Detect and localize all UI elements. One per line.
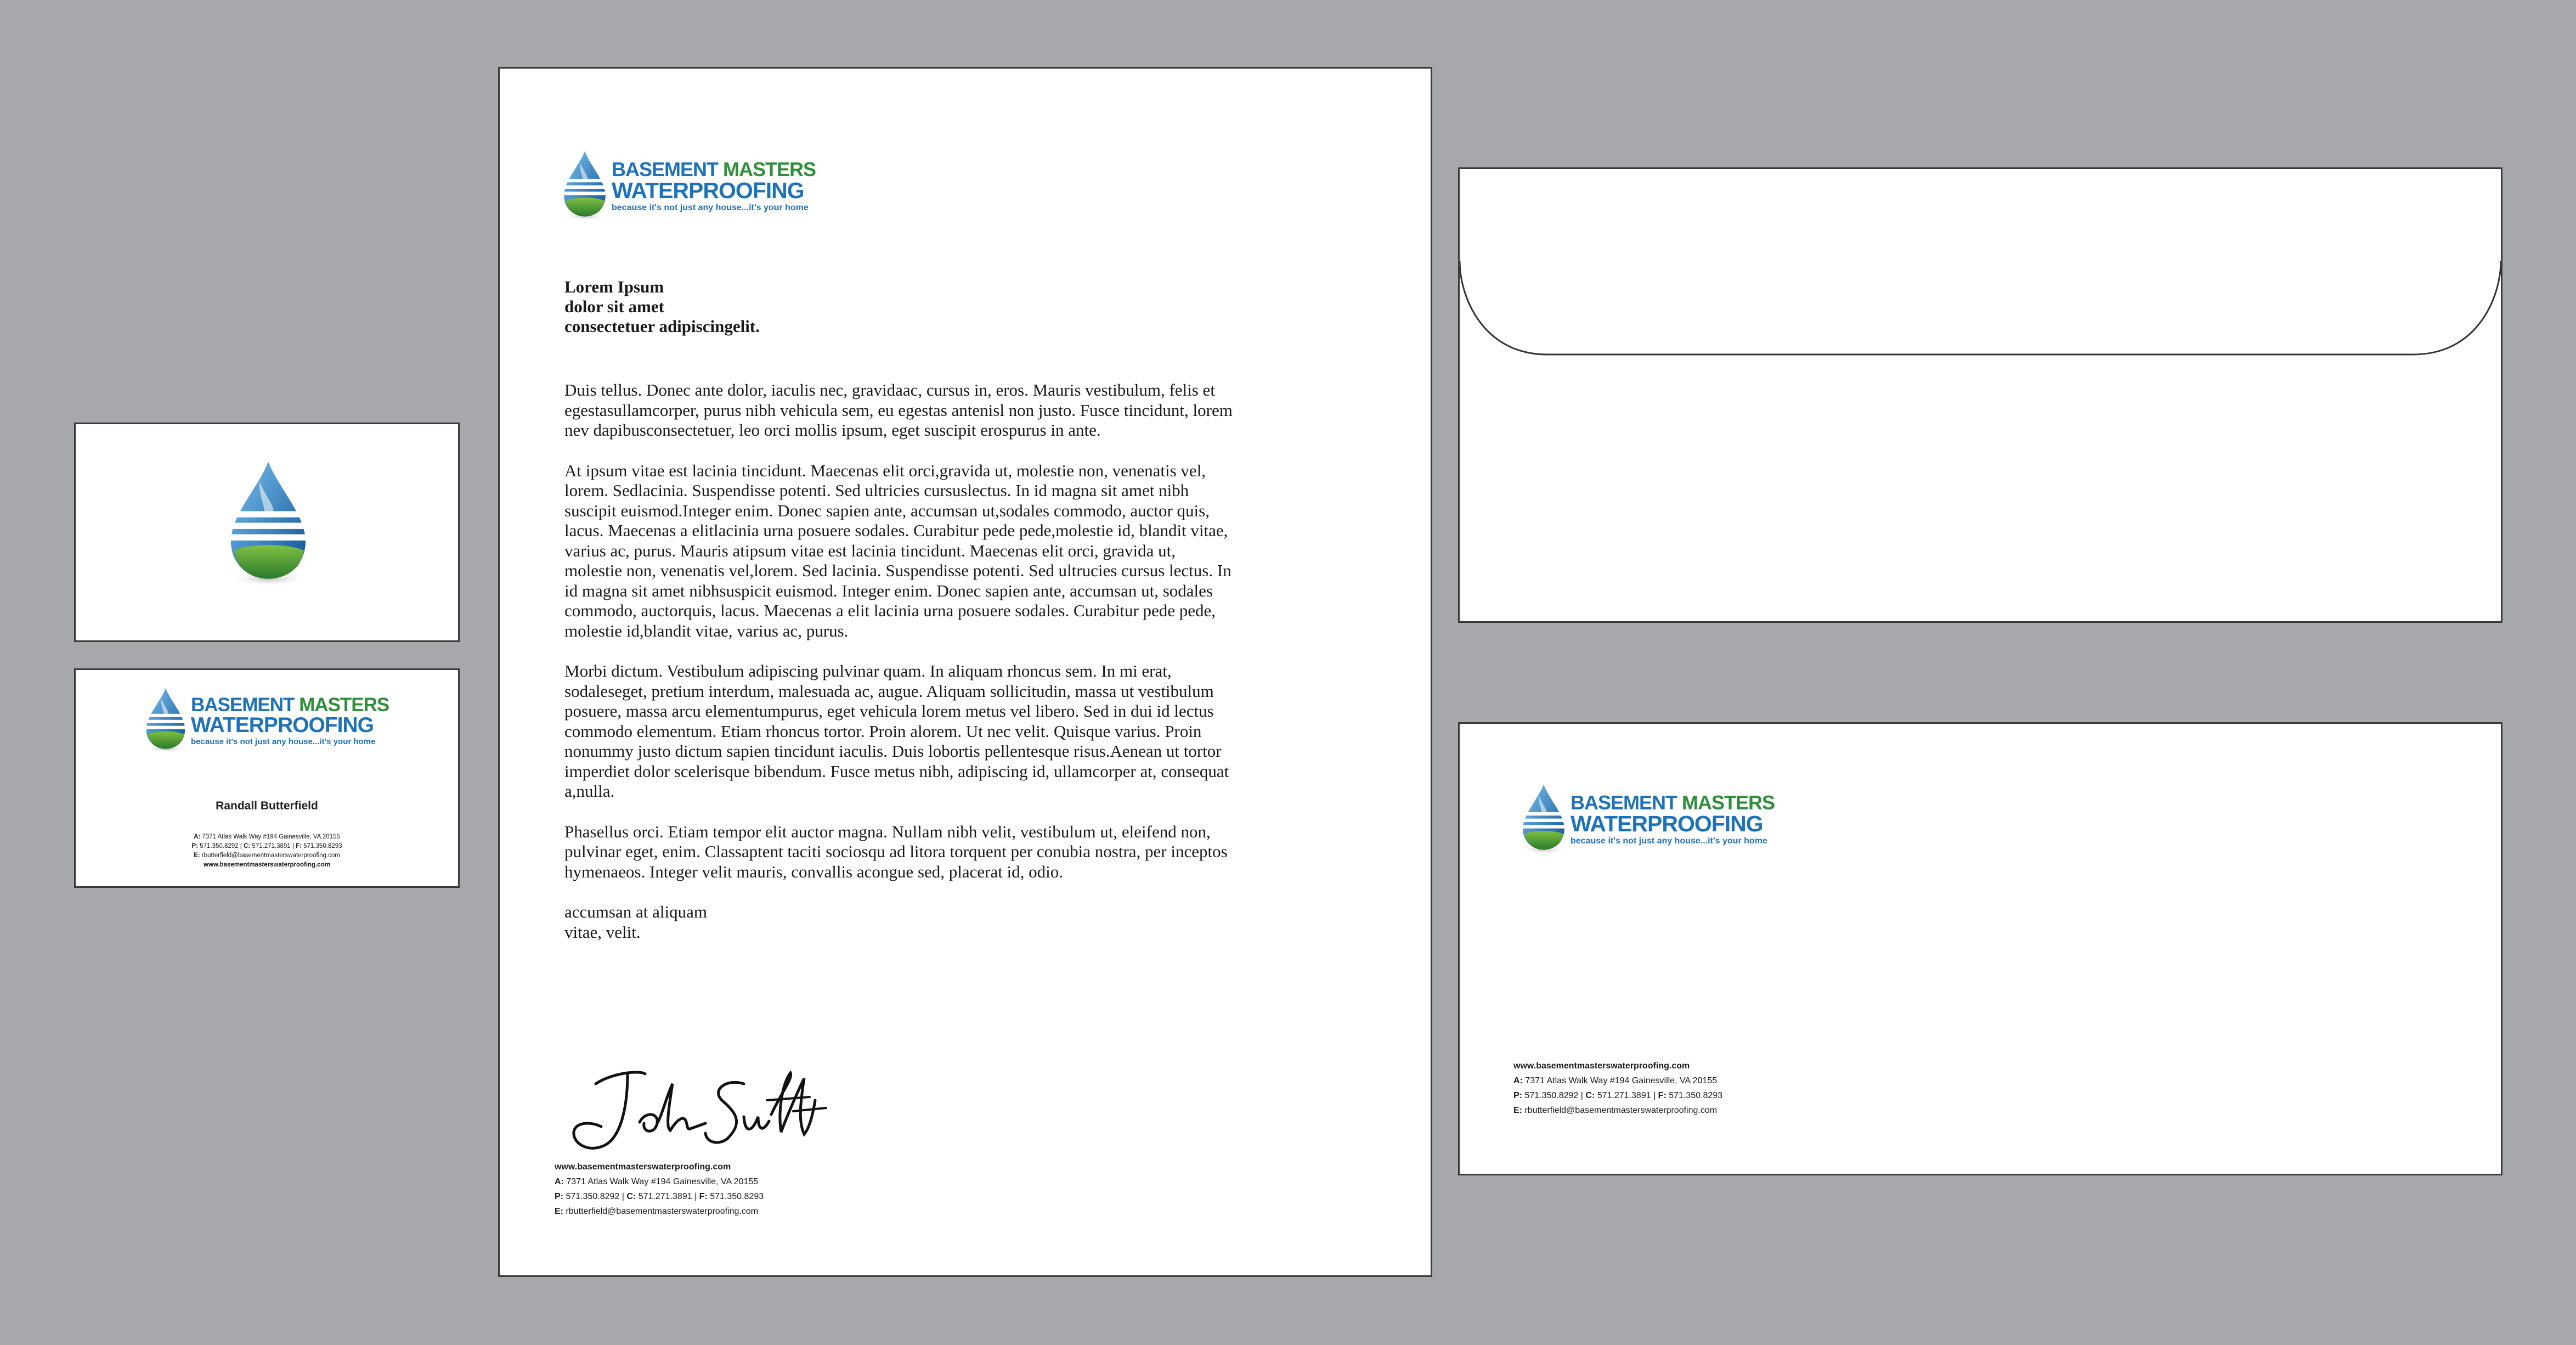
water-drop-logo-icon [560,148,609,224]
logo-word-basement: BASEMENT [1571,791,1677,814]
water-drop-logo-icon [1519,781,1568,857]
envelope-contact: www.basementmasterswaterproofing.com A: 7371 Atlas Walk Way #194 Gainesville, VA 20155 P: 571.350.8292 | C: 571.271.3891 | F: 571.350.8293 E: rbutterfield@basementmasterswaterproofing.com [1513,1059,1722,1118]
logo-word-masters: MASTERS [723,158,816,181]
website-text: www.basementmasterswaterproofing.com [1513,1061,1690,1071]
business-card-front [74,423,460,642]
letterhead-page [498,67,1432,1277]
fax-text: 571.350.8293 [710,1192,764,1201]
letter-paragraph: Morbi dictum. Vestibulum adipiscing pulvinar quam. In aliquam rhoncus sem. In mi erat, sodaleseget, pretium interdum, malesuada ac, augue. Aliquam sollicitudin, massa ut vestibulum posuere, massa arcu elementumpurus, eget vehicula lorem metus vel libero. Sed in dui id lectus commodo elementum. Etiam rhoncus tortor. Proin alorem. Ut nec velit. Quisque varius. Proin nonummy justo dictum sapien tincidunt iaculis. Duis lobortis pellentesque risus.Aenean ut tortor imperdiet dolor scelerisque bibendum. Fusce metus nibh, adipiscing id, ullamcorper at, consequat a,nulla. [564,661,1229,801]
logo-word-waterproofing: WATERPROOFING [191,713,374,737]
business-card-back [74,668,460,888]
fax-text: 571.350.8293 [303,843,342,849]
company-logo [560,148,816,224]
logo-word-basement: BASEMENT [612,158,719,181]
letter-footer-contact: www.basementmasterswaterproofing.com A: 7371 Atlas Walk Way #194 Gainesville, VA 20155 P: 571.350.8292 | C: 571.271.3891 | F: 571.350.8293 E: rbutterfield@basementmasterswaterproofing.com [555,1160,764,1219]
logo-word-masters: MASTERS [1682,791,1775,814]
closing-line: vitae, velit. [564,922,641,942]
company-logo [1519,781,1775,857]
letter-body [564,277,1234,942]
logo-word-masters: MASTERS [299,694,389,716]
letter-paragraph: Duis tellus. Donec ante dolor, iaculis nec, gravidaac, cursus in, eros. Mauris vestibulum, felis et egestasullamcorper, purus nibh vehicula sem, eu egestas antenisl non justo. Fusce tincidunt, lorem nev dapibusconsectetuer, leo orci mollis ipsum, eget suscipit erospurus in ante. [564,380,1233,440]
logo-tagline: because it's not just any house...it's your home [191,737,376,746]
card-holder-name: Randall Butterfield [216,800,318,812]
logo-word-waterproofing: WATERPROOFING [612,178,804,203]
heading-line: consectetuer adipiscingelit. [564,317,760,336]
logo-tagline: because it's not just any house...it's your home [612,203,809,212]
address-text: 7371 Atlas Walk Way #194 Gainesville, VA 20155 [1525,1076,1718,1085]
envelope-flap-outline [1460,169,2501,621]
logo-tagline: because it's not just any house...it's your home [1571,836,1767,846]
fax-text: 571.350.8293 [1669,1091,1723,1100]
address-text: 7371 Atlas Walk Way #194 Gainesville, VA 20155 [202,834,340,840]
water-drop-logo-icon [143,685,189,756]
cell-text: 571.271.3891 [1597,1091,1651,1100]
website-text: www.basementmasterswaterproofing.com [555,1162,731,1172]
address-text: 7371 Atlas Walk Way #194 Gainesville, VA 20155 [566,1177,759,1186]
letter-paragraph: Phasellus orci. Etiam tempor elit auctor magna. Nullam nibh velit, vestibulum ut, eleifend non, pulvinar eget, enim. Classaptent taciti sociosqu ad litora torquent per conubia nostra, per inceptos hymenaeos. Integer velit mauris, convallis acongue sed, placerat id, odio. [564,821,1228,881]
phone-text: 571.350.8292 [200,843,239,849]
email-text: rbutterfield@basementmasterswaterproofing.com [1524,1106,1718,1115]
website-text: www.basementmasterswaterproofing.com [204,862,330,868]
email-text: rbutterfield@basementmasterswaterproofing.com [566,1207,759,1216]
letter-heading [564,277,1234,336]
letter-paragraph: At ipsum vitae est lacinia tincidunt. Maecenas elit orci,gravida ut, molestie non, venenatis vel, lorem. Sedlacinia. Suspendisse potenti. Sed ultricies cursuslectus. In id magna sit amet nibh suscipit euismod.Integer enim. Donec sapien ante, accumsan ut,sodales commodo, auctor quis, lacus. Maecenas a elitlacinia urna posuere sodales. Curabitur pede pede,molestie id, blandit vitae, varius ac, purus. Mauris atipsum vitae est lacinia tincidunt. Maecenas elit orci, gravida ut, molestie non, venenatis vel,lorem. Sed lacinia. Suspendisse potenti. Sed ultrucies cursus lectus. In id magna sit amet nibhsuspicit euismod. Integer enim. Donec sapien ante, accumsan ut, sodales commodo, auctorquis, lacus. Maecenas a elit lacinia urna posuere sodales. Curabitur pede pede, molestie id,blandit vitae, varius ac, purus. [564,460,1231,640]
email-text: rbutterfield@basementmasterswaterproofing.com [201,852,340,859]
phone-text: 571.350.8292 [1524,1091,1579,1100]
company-logo [143,685,389,756]
envelope-front [1458,722,2502,1175]
cell-text: 571.271.3891 [252,843,291,849]
letter-closing [564,902,1234,942]
phone-text: 571.350.8292 [566,1192,620,1201]
logo-word-waterproofing: WATERPROOFING [1571,811,1763,836]
closing-line: accumsan at aliquam [564,902,707,921]
heading-line: Lorem Ipsum [564,277,664,296]
logo-word-basement: BASEMENT [191,694,295,716]
heading-line: dolor sit amet [564,297,664,316]
water-drop-logo-icon [224,457,313,591]
card-contact-block: A: 7371 Atlas Walk Way #194 Gainesville, VA 20155 P: 571.350.8292 | C: 571.271.3891 | F: 571.350.8293 E: rbutterfield@basementmasterswaterproofing.com www.basementmasterswaterproofing.com [76,832,458,870]
cell-text: 571.271.3891 [638,1192,692,1201]
envelope-back [1458,167,2502,623]
handwritten-signature [563,1062,870,1161]
